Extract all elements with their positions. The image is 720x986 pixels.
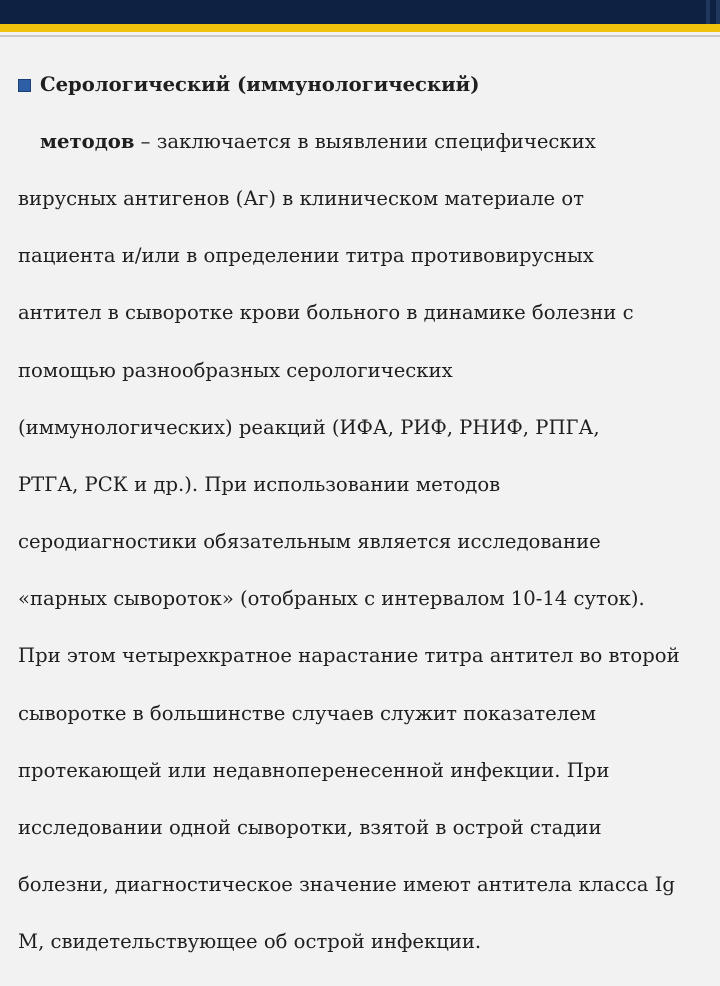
divider	[0, 35, 720, 37]
body-line: (иммунологических) реакций (ИФА, РИФ, РНИФ, РПГА,	[18, 415, 600, 439]
title-text: Серологический (иммунологический)	[40, 72, 480, 96]
body-line: помощью разнообразных серологических	[18, 358, 453, 382]
body-line: исследовании одной сыворотки, взятой в острой стадии	[18, 816, 602, 840]
body-line: сыворотке в большинстве случаев служит показателем	[18, 701, 597, 725]
square-bullet-icon	[18, 79, 31, 92]
header-stripes	[684, 0, 720, 24]
body-line: пациента и/или в определении титра противовирусных	[18, 244, 594, 268]
body-line: серодиагностики обязательным является исследование	[18, 530, 601, 554]
body-line: M, свидетельствующее об острой инфекции.	[18, 930, 482, 954]
title-bold-word: методов	[40, 129, 135, 153]
header-stripe	[716, 0, 720, 24]
slide-body	[18, 42, 714, 986]
title-continuation	[18, 128, 714, 157]
accent-line	[0, 24, 720, 32]
body-line: антител в сыворотке крови больного в динамике болезни с	[18, 301, 634, 325]
header-stripe	[706, 0, 710, 24]
header-band	[0, 0, 720, 24]
body-line: вирусных антигенов (Аг) в клиническом материале от	[18, 186, 585, 210]
body-line: При этом четырехкратное нарастание титра антител во второй	[18, 644, 680, 668]
body-line: «парных сывороток» (отобраных с интервалом 10-14 суток).	[18, 587, 645, 611]
body-line: болезни, диагностическое значение имеют антитела класса Ig	[18, 873, 675, 897]
title-rest: – заключается в выявлении специфических	[134, 129, 596, 153]
body-line: РТГА, РСК и др.). При использовании методов	[18, 472, 501, 496]
title-line	[18, 71, 714, 100]
body-line: протекающей или недавноперенесенной инфекции. При	[18, 758, 610, 782]
